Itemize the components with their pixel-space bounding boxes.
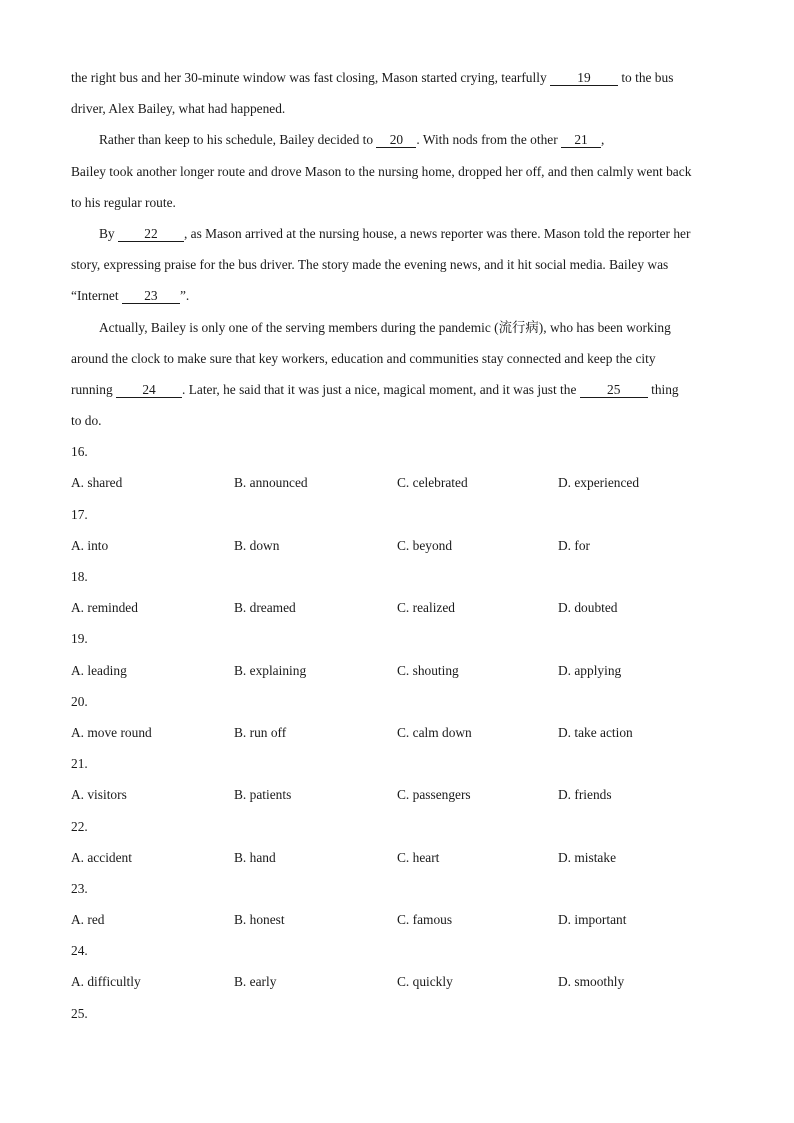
- passage-line: “Internet 23 ”.: [71, 288, 190, 304]
- question-25: [71, 998, 723, 1029]
- passage-line: to do.: [71, 413, 102, 429]
- option-a: A. move round: [71, 724, 152, 740]
- option-d: D. take action: [558, 724, 633, 740]
- blank-20: 20: [376, 132, 416, 148]
- passage-line: running 24 . Later, he said that it was just a nice, magical moment, and it was just the 25 thing: [71, 381, 679, 397]
- passage-line: Bailey took another longer route and drove Mason to the nursing home, dropped her off, and then calmly went back: [71, 163, 692, 179]
- blank-19: 19: [550, 70, 618, 86]
- question-20: [71, 686, 723, 748]
- option-c: C. passengers: [397, 787, 471, 803]
- question-number: 19.: [71, 631, 88, 647]
- reading-passage: [71, 62, 723, 436]
- option-row: [71, 904, 723, 935]
- option-b: B. explaining: [234, 662, 307, 678]
- option-b: B. early: [234, 974, 277, 990]
- option-d: D. mistake: [558, 849, 617, 865]
- question-19: [71, 623, 723, 685]
- option-b: B. run off: [234, 724, 287, 740]
- option-c: C. celebrated: [397, 475, 468, 491]
- passage-line: around the clock to make sure that key workers, education and communities stay connected and keep the city: [71, 350, 656, 366]
- option-d: D. applying: [558, 662, 622, 678]
- question-number: 21.: [71, 756, 88, 772]
- option-a: A. shared: [71, 475, 123, 491]
- option-row: [71, 592, 723, 623]
- passage-line: Rather than keep to his schedule, Bailey decided to 20 . With nods from the other 21 ,: [99, 132, 605, 148]
- option-row: [71, 842, 723, 873]
- option-row: [71, 779, 723, 810]
- question-list: [71, 436, 723, 1029]
- passage-line: the right bus and her 30-minute window was fast closing, Mason started crying, tearfully 19 to the bus: [71, 70, 674, 85]
- option-d: D. for: [558, 537, 590, 553]
- option-c: C. quickly: [397, 974, 453, 990]
- blank-22: 22: [118, 226, 184, 242]
- option-c: C. famous: [397, 912, 453, 928]
- blank-23: 23: [122, 288, 180, 304]
- option-row: [71, 467, 723, 498]
- question-number: 22.: [71, 818, 88, 834]
- option-c: C. calm down: [397, 724, 472, 740]
- question-number: 24.: [71, 943, 88, 959]
- option-b: B. announced: [234, 475, 308, 491]
- passage-line: story, expressing praise for the bus driver. The story made the evening news, and it hit social media. Bailey was: [71, 257, 669, 273]
- question-number: 18.: [71, 569, 88, 584]
- question-23: [71, 873, 723, 935]
- question-number: 25.: [71, 1005, 88, 1021]
- option-row: [71, 530, 723, 561]
- option-c: C. heart: [397, 849, 440, 865]
- option-d: D. friends: [558, 787, 612, 803]
- option-row: [71, 717, 723, 748]
- question-number: 23.: [71, 880, 88, 896]
- option-a: A. red: [71, 912, 105, 928]
- passage-line: driver, Alex Bailey, what had happened.: [71, 101, 286, 117]
- blank-24: 24: [116, 382, 182, 398]
- passage-line: Actually, Bailey is only one of the serving members during the pandemic (流行病), who has been working: [99, 319, 671, 335]
- option-d: D. important: [558, 912, 627, 928]
- blank-21: 21: [561, 132, 601, 148]
- option-c: C. realized: [397, 600, 455, 616]
- question-number: 16.: [71, 444, 88, 460]
- option-d: D. doubted: [558, 600, 618, 616]
- option-b: B. down: [234, 537, 280, 553]
- option-a: A. leading: [71, 662, 127, 678]
- question-22: [71, 811, 723, 873]
- question-18: [71, 561, 723, 623]
- option-b: B. dreamed: [234, 600, 296, 616]
- option-c: C. beyond: [397, 537, 453, 553]
- blank-25: 25: [580, 382, 648, 398]
- option-row: [71, 655, 723, 686]
- option-b: B. honest: [234, 912, 285, 928]
- option-b: B. hand: [234, 849, 276, 865]
- question-17: [71, 499, 723, 561]
- option-a: A. accident: [71, 849, 132, 865]
- option-b: B. patients: [234, 787, 292, 803]
- question-number: 20.: [71, 693, 88, 709]
- option-a: A. reminded: [71, 600, 138, 616]
- option-d: D. experienced: [558, 475, 640, 491]
- option-a: A. visitors: [71, 787, 127, 803]
- question-21: [71, 748, 723, 810]
- option-row: [71, 966, 723, 997]
- question-number: 17.: [71, 506, 88, 522]
- passage-line: By 22 , as Mason arrived at the nursing house, a news reporter was there. Mason told the reporter her: [99, 225, 691, 241]
- option-a: A. into: [71, 537, 109, 553]
- option-c: C. shouting: [397, 662, 459, 678]
- option-a: A. difficultly: [71, 974, 141, 990]
- option-d: D. smoothly: [558, 974, 625, 990]
- question-16: [71, 436, 723, 498]
- document-page: [71, 62, 723, 1029]
- passage-line: to his regular route.: [71, 194, 176, 210]
- question-24: [71, 935, 723, 997]
